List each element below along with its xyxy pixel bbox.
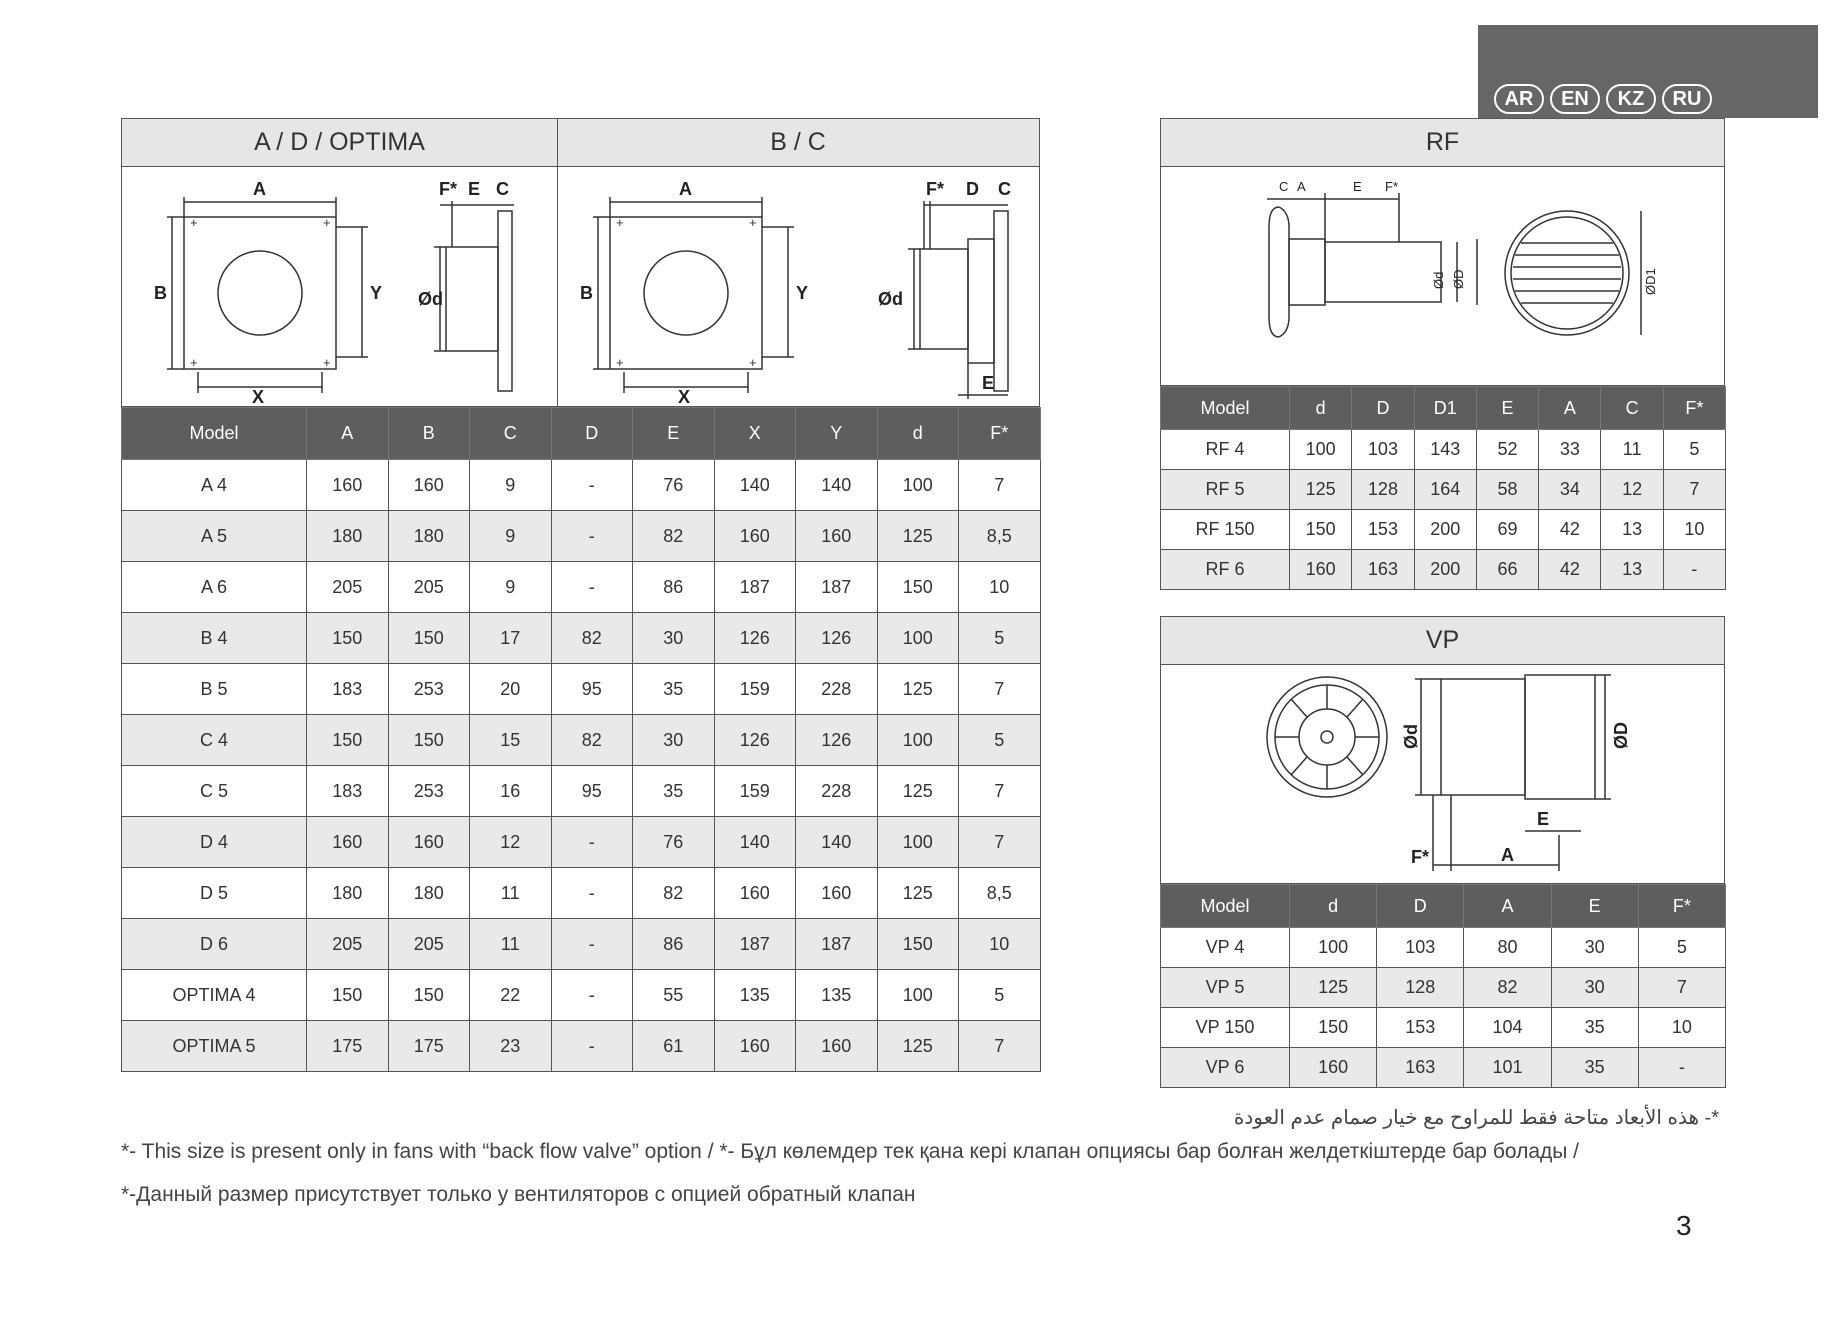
main-value-cell: 100	[877, 715, 959, 766]
svg-text:Ød: Ød	[878, 289, 903, 309]
main-value-cell: 150	[307, 613, 389, 664]
main-value-cell: 9	[470, 562, 552, 613]
main-value-cell: 160	[388, 460, 470, 511]
dim-label-d: Ød	[418, 289, 443, 309]
dim-label-x: X	[252, 387, 265, 405]
main-model-cell: B 5	[122, 664, 307, 715]
main-value-cell: 160	[796, 511, 878, 562]
main-model-cell: C 4	[122, 715, 307, 766]
svg-text:+: +	[190, 355, 198, 370]
rf-value-cell: 33	[1539, 430, 1601, 470]
main-value-cell: 61	[633, 1021, 715, 1072]
lang-ar[interactable]: AR	[1494, 84, 1544, 114]
vp-value-cell: 150	[1290, 1008, 1377, 1048]
svg-text:F*: F*	[926, 179, 944, 199]
main-value-cell: 11	[470, 868, 552, 919]
main-value-cell: 183	[307, 766, 389, 817]
footnote-arabic: *- هذه الأبعاد متاحة فقط للمراوح مع خيار صمام عدم العودة	[1233, 1107, 1719, 1129]
main-value-cell: 228	[796, 766, 878, 817]
rf-value-cell: 128	[1352, 470, 1414, 510]
svg-text:+: +	[616, 355, 624, 370]
diagram-b-c	[558, 167, 1039, 405]
main-value-cell: 175	[388, 1021, 470, 1072]
main-value-cell: 140	[796, 817, 878, 868]
main-value-cell: 17	[470, 613, 552, 664]
rf-value-cell: 200	[1414, 510, 1476, 550]
outlet-circle	[218, 251, 302, 335]
svg-text:F*: F*	[1385, 179, 1398, 194]
main-table-row	[122, 715, 1041, 766]
main-model-cell: A 4	[122, 460, 307, 511]
svg-text:ØD: ØD	[1611, 722, 1631, 749]
main-value-cell: 126	[714, 613, 796, 664]
main-value-cell: 183	[307, 664, 389, 715]
rf-col-header: E	[1476, 387, 1538, 430]
rf-col-header: Model	[1161, 387, 1290, 430]
rf-diagram-panel	[1160, 118, 1725, 386]
dim-label-c: C	[496, 179, 509, 199]
rf-value-cell: 42	[1539, 510, 1601, 550]
main-value-cell: 100	[877, 970, 959, 1021]
rf-value-cell: 103	[1352, 430, 1414, 470]
main-value-cell: 187	[796, 562, 878, 613]
square-plate	[184, 217, 336, 369]
rf-model-cell: RF 4	[1161, 430, 1290, 470]
vp-value-cell: 153	[1377, 1008, 1464, 1048]
main-value-cell: 82	[633, 511, 715, 562]
rf-value-cell: 58	[1476, 470, 1538, 510]
rf-value-cell: 52	[1476, 430, 1538, 470]
main-value-cell: 125	[877, 1021, 959, 1072]
main-table-row	[122, 1021, 1041, 1072]
main-value-cell: 253	[388, 766, 470, 817]
page-number: 3	[1676, 1210, 1692, 1241]
main-col-header: Model	[122, 408, 307, 460]
main-value-cell: 9	[470, 511, 552, 562]
vp-value-cell: 30	[1551, 928, 1638, 968]
vp-value-cell: 35	[1551, 1008, 1638, 1048]
main-value-cell: 160	[307, 460, 389, 511]
main-value-cell: 140	[714, 460, 796, 511]
rf-model-cell: RF 150	[1161, 510, 1290, 550]
main-value-cell: 160	[714, 511, 796, 562]
svg-text:A: A	[1297, 179, 1306, 194]
vp-value-cell: 5	[1638, 928, 1725, 968]
main-value-cell: -	[551, 511, 633, 562]
main-table-row	[122, 766, 1041, 817]
main-value-cell: 150	[307, 970, 389, 1021]
rf-value-cell: 34	[1539, 470, 1601, 510]
main-col-header: F*	[959, 408, 1041, 460]
main-value-cell: 160	[388, 817, 470, 868]
main-value-cell: 150	[388, 715, 470, 766]
rf-col-header: F*	[1663, 387, 1725, 430]
rf-col-header: A	[1539, 387, 1601, 430]
rf-value-cell: 5	[1663, 430, 1725, 470]
main-value-cell: 160	[714, 1021, 796, 1072]
main-value-cell: 160	[307, 817, 389, 868]
main-value-cell: 76	[633, 460, 715, 511]
main-value-cell: 10	[959, 919, 1041, 970]
main-value-cell: 125	[877, 766, 959, 817]
rf-value-cell: 100	[1290, 430, 1352, 470]
main-value-cell: -	[551, 919, 633, 970]
svg-text:A: A	[1501, 845, 1514, 865]
main-value-cell: 20	[470, 664, 552, 715]
vp-value-cell: 35	[1551, 1048, 1638, 1088]
svg-text:+: +	[323, 355, 331, 370]
vp-diagram-panel	[1160, 616, 1725, 884]
header-b-c: B / C	[557, 119, 1039, 167]
main-value-cell: 82	[551, 715, 633, 766]
main-value-cell: 7	[959, 460, 1041, 511]
vp-value-cell: 103	[1377, 928, 1464, 968]
svg-text:Y: Y	[796, 283, 809, 303]
rf-value-cell: 13	[1601, 550, 1663, 590]
vp-model-cell: VP 6	[1161, 1048, 1290, 1088]
main-value-cell: 10	[959, 562, 1041, 613]
main-value-cell: 205	[307, 562, 389, 613]
svg-text:B: B	[580, 283, 593, 303]
svg-text:C: C	[998, 179, 1011, 199]
main-value-cell: 5	[959, 970, 1041, 1021]
rf-value-cell: 150	[1290, 510, 1352, 550]
vp-col-header: d	[1290, 885, 1377, 928]
svg-text:ØD: ØD	[1451, 269, 1466, 289]
main-value-cell: 82	[633, 868, 715, 919]
main-col-header: E	[633, 408, 715, 460]
main-model-cell: D 5	[122, 868, 307, 919]
rf-value-cell: 42	[1539, 550, 1601, 590]
main-value-cell: 180	[307, 868, 389, 919]
main-value-cell: 125	[877, 868, 959, 919]
main-value-cell: 15	[470, 715, 552, 766]
main-value-cell: 100	[877, 817, 959, 868]
main-value-cell: 159	[714, 766, 796, 817]
main-value-cell: 125	[877, 511, 959, 562]
svg-text:+: +	[749, 215, 757, 230]
main-value-cell: 55	[633, 970, 715, 1021]
vp-table-row	[1161, 1048, 1726, 1088]
main-value-cell: 95	[551, 766, 633, 817]
vp-value-cell: 125	[1290, 968, 1377, 1008]
main-table-row	[122, 919, 1041, 970]
main-value-cell: 23	[470, 1021, 552, 1072]
dim-label-a: A	[253, 179, 266, 199]
rf-value-cell: 7	[1663, 470, 1725, 510]
vp-table-row	[1161, 1008, 1726, 1048]
main-value-cell: 86	[633, 919, 715, 970]
main-value-cell: -	[551, 868, 633, 919]
vp-value-cell: 104	[1464, 1008, 1551, 1048]
main-value-cell: 205	[388, 919, 470, 970]
main-value-cell: 205	[307, 919, 389, 970]
rf-model-cell: RF 5	[1161, 470, 1290, 510]
main-value-cell: 125	[877, 664, 959, 715]
vp-model-cell: VP 150	[1161, 1008, 1290, 1048]
rf-table-row	[1161, 550, 1726, 590]
main-value-cell: 126	[796, 715, 878, 766]
main-table-row	[122, 868, 1041, 919]
vp-spec-table	[1160, 884, 1726, 1088]
main-col-header: Y	[796, 408, 878, 460]
vp-value-cell: 80	[1464, 928, 1551, 968]
main-value-cell: 22	[470, 970, 552, 1021]
main-value-cell: 150	[388, 613, 470, 664]
main-value-cell: 9	[470, 460, 552, 511]
main-value-cell: 228	[796, 664, 878, 715]
header-rf: RF	[1161, 119, 1724, 167]
main-value-cell: 140	[714, 817, 796, 868]
main-table-row	[122, 460, 1041, 511]
main-value-cell: 8,5	[959, 868, 1041, 919]
main-value-cell: 86	[633, 562, 715, 613]
main-model-cell: OPTIMA 4	[122, 970, 307, 1021]
rf-value-cell: 10	[1663, 510, 1725, 550]
main-value-cell: 180	[388, 511, 470, 562]
rf-spec-table	[1160, 386, 1726, 590]
main-value-cell: 150	[388, 970, 470, 1021]
main-value-cell: -	[551, 460, 633, 511]
main-table-row	[122, 970, 1041, 1021]
main-value-cell: 187	[714, 919, 796, 970]
rf-value-cell: 12	[1601, 470, 1663, 510]
vp-value-cell: 163	[1377, 1048, 1464, 1088]
rf-front-plate	[1269, 207, 1279, 337]
vp-value-cell: 30	[1551, 968, 1638, 1008]
rf-col-header: C	[1601, 387, 1663, 430]
svg-text:E: E	[982, 373, 995, 393]
rf-table-row	[1161, 510, 1726, 550]
main-table-header-row	[122, 408, 1041, 460]
rf-col-header: d	[1290, 387, 1352, 430]
dim-label-y: Y	[370, 283, 383, 303]
rf-value-cell: 153	[1352, 510, 1414, 550]
main-table-row	[122, 817, 1041, 868]
diagram-rf	[1161, 167, 1724, 385]
rf-value-cell: 11	[1601, 430, 1663, 470]
vp-table-header-row	[1161, 885, 1726, 928]
svg-text:+: +	[190, 215, 198, 230]
main-value-cell: 100	[877, 460, 959, 511]
lang-ru[interactable]: RU	[1662, 84, 1712, 114]
main-value-cell: 5	[959, 613, 1041, 664]
svg-text:F*: F*	[1411, 847, 1429, 867]
svg-text:X: X	[678, 387, 691, 405]
rf-value-cell: 160	[1290, 550, 1352, 590]
rf-value-cell: 200	[1414, 550, 1476, 590]
main-model-cell: D 6	[122, 919, 307, 970]
svg-text:ØD1: ØD1	[1643, 268, 1658, 295]
main-value-cell: 187	[714, 562, 796, 613]
main-value-cell: -	[551, 562, 633, 613]
main-col-header: C	[470, 408, 552, 460]
svg-text:D: D	[966, 179, 979, 199]
main-col-header: B	[388, 408, 470, 460]
main-value-cell: 180	[307, 511, 389, 562]
main-value-cell: 35	[633, 766, 715, 817]
main-value-cell: 82	[551, 613, 633, 664]
lang-en[interactable]: EN	[1550, 84, 1600, 114]
vp-value-cell: 82	[1464, 968, 1551, 1008]
svg-text:C: C	[1279, 179, 1289, 194]
vp-col-header: F*	[1638, 885, 1725, 928]
vp-value-cell: 128	[1377, 968, 1464, 1008]
main-table-row	[122, 511, 1041, 562]
svg-text:E: E	[1537, 809, 1550, 829]
vp-value-cell: 101	[1464, 1048, 1551, 1088]
main-value-cell: 11	[470, 919, 552, 970]
main-value-cell: 187	[796, 919, 878, 970]
vp-value-cell: 7	[1638, 968, 1725, 1008]
main-value-cell: 180	[388, 868, 470, 919]
main-value-cell: 160	[714, 868, 796, 919]
main-value-cell: 16	[470, 766, 552, 817]
main-model-cell: OPTIMA 5	[122, 1021, 307, 1072]
main-col-header: X	[714, 408, 796, 460]
rf-value-cell: 163	[1352, 550, 1414, 590]
main-value-cell: 76	[633, 817, 715, 868]
main-value-cell: 7	[959, 817, 1041, 868]
main-model-cell: A 6	[122, 562, 307, 613]
main-value-cell: 30	[633, 613, 715, 664]
main-value-cell: -	[551, 817, 633, 868]
rf-model-cell: RF 6	[1161, 550, 1290, 590]
main-value-cell: -	[551, 1021, 633, 1072]
rf-value-cell: 69	[1476, 510, 1538, 550]
main-value-cell: 253	[388, 664, 470, 715]
vp-table-row	[1161, 968, 1726, 1008]
vp-col-header: A	[1464, 885, 1551, 928]
header-a-d-optima: A / D / OPTIMA	[122, 119, 558, 167]
rf-value-cell: -	[1663, 550, 1725, 590]
main-value-cell: 135	[714, 970, 796, 1021]
main-value-cell: 160	[796, 1021, 878, 1072]
rf-table-row	[1161, 430, 1726, 470]
vp-value-cell: 160	[1290, 1048, 1377, 1088]
main-model-cell: D 4	[122, 817, 307, 868]
diagram-a-d-optima	[122, 167, 557, 405]
main-model-cell: A 5	[122, 511, 307, 562]
svg-text:+: +	[749, 355, 757, 370]
lang-kz[interactable]: KZ	[1606, 84, 1656, 114]
svg-text:Ød: Ød	[1431, 271, 1446, 289]
rf-col-header: D1	[1414, 387, 1476, 430]
dim-label-b: B	[154, 283, 167, 303]
diagram-vp	[1161, 665, 1724, 883]
main-value-cell: 140	[796, 460, 878, 511]
main-value-cell: 30	[633, 715, 715, 766]
main-value-cell: 7	[959, 1021, 1041, 1072]
main-value-cell: 126	[714, 715, 796, 766]
main-value-cell: 150	[877, 562, 959, 613]
main-col-header: D	[551, 408, 633, 460]
main-value-cell: 160	[796, 868, 878, 919]
rf-value-cell: 13	[1601, 510, 1663, 550]
vp-col-header: D	[1377, 885, 1464, 928]
main-value-cell: 159	[714, 664, 796, 715]
main-value-cell: 175	[307, 1021, 389, 1072]
vp-model-cell: VP 5	[1161, 968, 1290, 1008]
main-value-cell: 8,5	[959, 511, 1041, 562]
svg-text:E: E	[1353, 179, 1362, 194]
main-table-row	[122, 613, 1041, 664]
rf-grille-outer	[1505, 211, 1629, 335]
dim-label-e: E	[468, 179, 481, 199]
main-table-row	[122, 562, 1041, 613]
vp-table-row	[1161, 928, 1726, 968]
main-model-cell: C 5	[122, 766, 307, 817]
rf-table-header-row	[1161, 387, 1726, 430]
main-col-header: A	[307, 408, 389, 460]
main-value-cell: 12	[470, 817, 552, 868]
vp-model-cell: VP 4	[1161, 928, 1290, 968]
main-value-cell: -	[551, 970, 633, 1021]
rf-table-row	[1161, 470, 1726, 510]
main-spec-table	[121, 407, 1041, 1072]
svg-text:+: +	[323, 215, 331, 230]
vp-col-header: E	[1551, 885, 1638, 928]
footnote-russian: *-Данный размер присутствует только у вентиляторов с опцией обратный клапан	[121, 1183, 916, 1206]
main-value-cell: 35	[633, 664, 715, 715]
svg-text:+: +	[616, 215, 624, 230]
header-vp: VP	[1161, 617, 1724, 665]
main-value-cell: 7	[959, 664, 1041, 715]
rf-value-cell: 66	[1476, 550, 1538, 590]
main-model-cell: B 4	[122, 613, 307, 664]
rf-value-cell: 125	[1290, 470, 1352, 510]
main-diagram-panel	[121, 118, 1040, 407]
vp-col-header: Model	[1161, 885, 1290, 928]
dim-label-f: F*	[439, 179, 457, 199]
main-value-cell: 150	[307, 715, 389, 766]
main-value-cell: 95	[551, 664, 633, 715]
rf-value-cell: 143	[1414, 430, 1476, 470]
main-value-cell: 100	[877, 613, 959, 664]
rf-col-header: D	[1352, 387, 1414, 430]
vp-value-cell: 10	[1638, 1008, 1725, 1048]
main-value-cell: 135	[796, 970, 878, 1021]
footnote-english-kz: *- This size is present only in fans with “back flow valve” option / *- Бұл көлемдер тек қана кері клапан опциясы бар болған желдеткіштерде бар болады /	[121, 1140, 1580, 1163]
rf-value-cell: 164	[1414, 470, 1476, 510]
main-value-cell: 126	[796, 613, 878, 664]
svg-text:A: A	[679, 179, 692, 199]
main-value-cell: 5	[959, 715, 1041, 766]
main-value-cell: 205	[388, 562, 470, 613]
svg-text:Ød: Ød	[1401, 724, 1421, 749]
vp-value-cell: 100	[1290, 928, 1377, 968]
main-value-cell: 150	[877, 919, 959, 970]
vp-value-cell: -	[1638, 1048, 1725, 1088]
main-value-cell: 7	[959, 766, 1041, 817]
main-col-header: d	[877, 408, 959, 460]
main-table-row	[122, 664, 1041, 715]
